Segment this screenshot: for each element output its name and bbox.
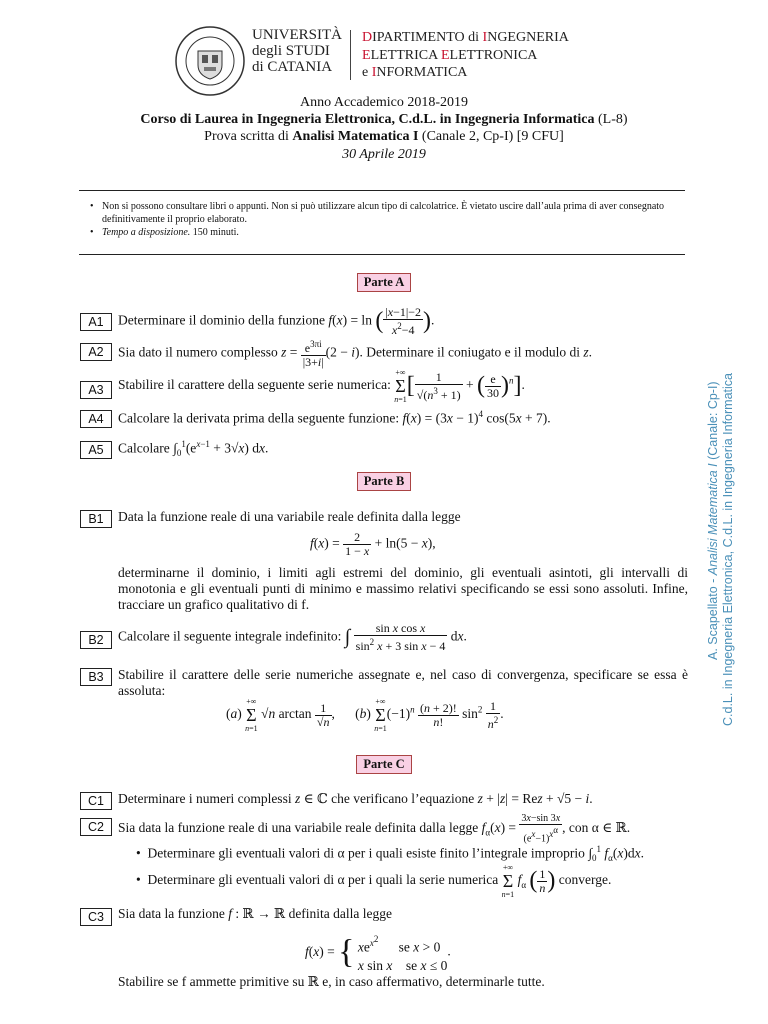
question-a2: Sia dato il numero complesso z = $\frac{e^{3\pi i}}{|3+i|}$ (2 − i). Determinare il coniugato e il modulo di z. [118,339,593,369]
question-label-a2: A2 [80,343,112,361]
formula-b1: f(x) = $\frac{2}{1 - x}$ + ln(5 − x), [310,530,436,558]
exam-date: 30 Aprile 2019 [342,147,426,162]
university-name [252,27,342,75]
university-seal [174,25,246,97]
department-line2: ELETTRICA ELETTRONICA [362,47,538,63]
question-label-b2: B2 [80,631,112,649]
question-c2: Sia data la funzione reale di una variabile reale definita dalla legge $f_\alpha(x)$ = $\frac{3x-\sin 3x}{(e^x-1)^{x^\alpha}}$ , con α ∈ ℝ. [118,813,631,845]
question-label-b1: B1 [80,510,112,528]
question-label-a5: A5 [80,441,112,459]
question-label-b3: B3 [80,668,112,686]
rules-list [88,200,688,239]
question-b2: Calcolare il seguente integrale indefinito: ∫ $\frac{\text{sin x cos x}}{\sin^2 x + 3 \sin x - 4}$ dx. [118,621,467,653]
question-c2-bullet2: • Determinare gli eventuali valori di α per i quali la serie numerica +∞ Σ n=1 $f_\alpha$ ( $\frac{1}{n}$ ) converge. [136,863,612,899]
university-line3: di CATANIA [252,59,333,75]
question-label-a1: A1 [80,313,112,331]
header-divider [350,30,351,80]
university-line1: UNIVERSITÀ [252,27,342,43]
academic-year: Anno Accademico 2018-2019 [300,95,468,110]
question-label-c3: C3 [80,908,112,926]
department-name [362,29,569,82]
rules-bottom-rule [79,254,685,255]
part-a-heading: Parte A [0,273,768,292]
sidebar-line1: A. Scapellato - Analisi Matematica I (Canale: Cp-I) [706,381,720,660]
question-c3: Sia data la funzione f : ℝ → ℝ definita dalla legge [118,906,393,921]
author-sidebar [705,300,735,730]
university-line2: degli STUDI [252,43,330,59]
rules-top-rule [79,190,685,191]
formula-c3: f(x) = { $xe^{x^2}$ se x > 0 x sin x se x ≤ 0 . [305,933,451,973]
department-line1: DIPARTIMENTO di INGEGNERIA [362,30,569,45]
rule-item: • Non si possono consultare libri o appunti. Non si può utilizzare alcun tipo di calcolatrice. È vietato uscire dall’aula prima di aver consegnato definitivamente il proprio elaborato. [88,200,688,226]
part-b-heading: Parte B [0,472,768,491]
question-label-c2: C2 [80,818,112,836]
question-c2-bullet1: • Determinare gli eventuali valori di α per i quali esiste finito l’integrale improprio $\int_0^1$ $f_\alpha(x)dx$. [136,844,644,864]
question-b1: Data la funzione reale di una variabile reale definita dalla legge [118,509,461,524]
rule-item: • Tempo a disposizione. 150 minuti. [88,226,688,239]
question-label-a4: A4 [80,410,112,428]
question-c1: Determinare i numeri complessi z ∈ ℂ che verificano l’equazione z + |z| = Rez + √5 − i. [118,791,593,806]
question-a4: Calcolare la derivata prima della seguente funzione: $f(x) = (3x - 1)^4$ cos(5x + 7). [118,409,551,426]
department-line3: e INFORMATICA [362,65,468,80]
course-title: Corso di Laurea in Ingegneria Elettronica, C.d.L. in Ingegneria Informatica (L-8) [140,112,628,127]
question-c3-body: Stabilire se f ammette primitive su ℝ e, in caso affermativo, determinarle tutte. [118,974,545,989]
sidebar-line2: C.d.L. in Ingegneria Elettronica, C.d.L. in Ingegneria Informatica [721,373,735,726]
question-a3: Stabilire il carattere della seguente serie numerica: +∞ Σ n=1[ $\frac{1}{√(n^3 + 1)}$ + ( $\frac{e}{30}$ )$^n$]. [118,368,525,404]
part-c-heading: Parte C [0,755,768,774]
question-a5: Calcolare $\int_0^1(e^{x-1} + 3√x)$ dx. [118,439,269,459]
exam-title: Prova scritta di Analisi Matematica I (Canale 2, Cp-I) [9 CFU] [204,129,564,144]
formula-b3: (a) +∞ Σ n=1 √n arctan $\frac{1}{√n}$ , (b) +∞ Σ $n=1(-1)^n$ $\frac{(n + 2)!}{n!}$ $\sin^2$ $\frac{1}{n^2}$ . [226,697,504,733]
question-b1-body: determinarne il dominio, i limiti agli estremi del dominio, gli eventuali asintoti, gli intervalli di monotonia e gli eventuali punti di minimo e massimo relativi specificando se essi sono assoluti. Infine, tracciare un grafico qualitativo di f. [118,565,688,612]
question-b3: Stabilire il carattere delle serie numeriche assegnate e, nel caso di convergenza, specificare se essa è assoluta: [118,667,688,698]
question-label-a3: A3 [80,381,112,399]
question-label-c1: C1 [80,792,112,810]
question-a1: Determinare il dominio della funzione f(x) = ln ( $\frac{|x-1|-2}{x^2-4}$ ). [118,305,435,337]
